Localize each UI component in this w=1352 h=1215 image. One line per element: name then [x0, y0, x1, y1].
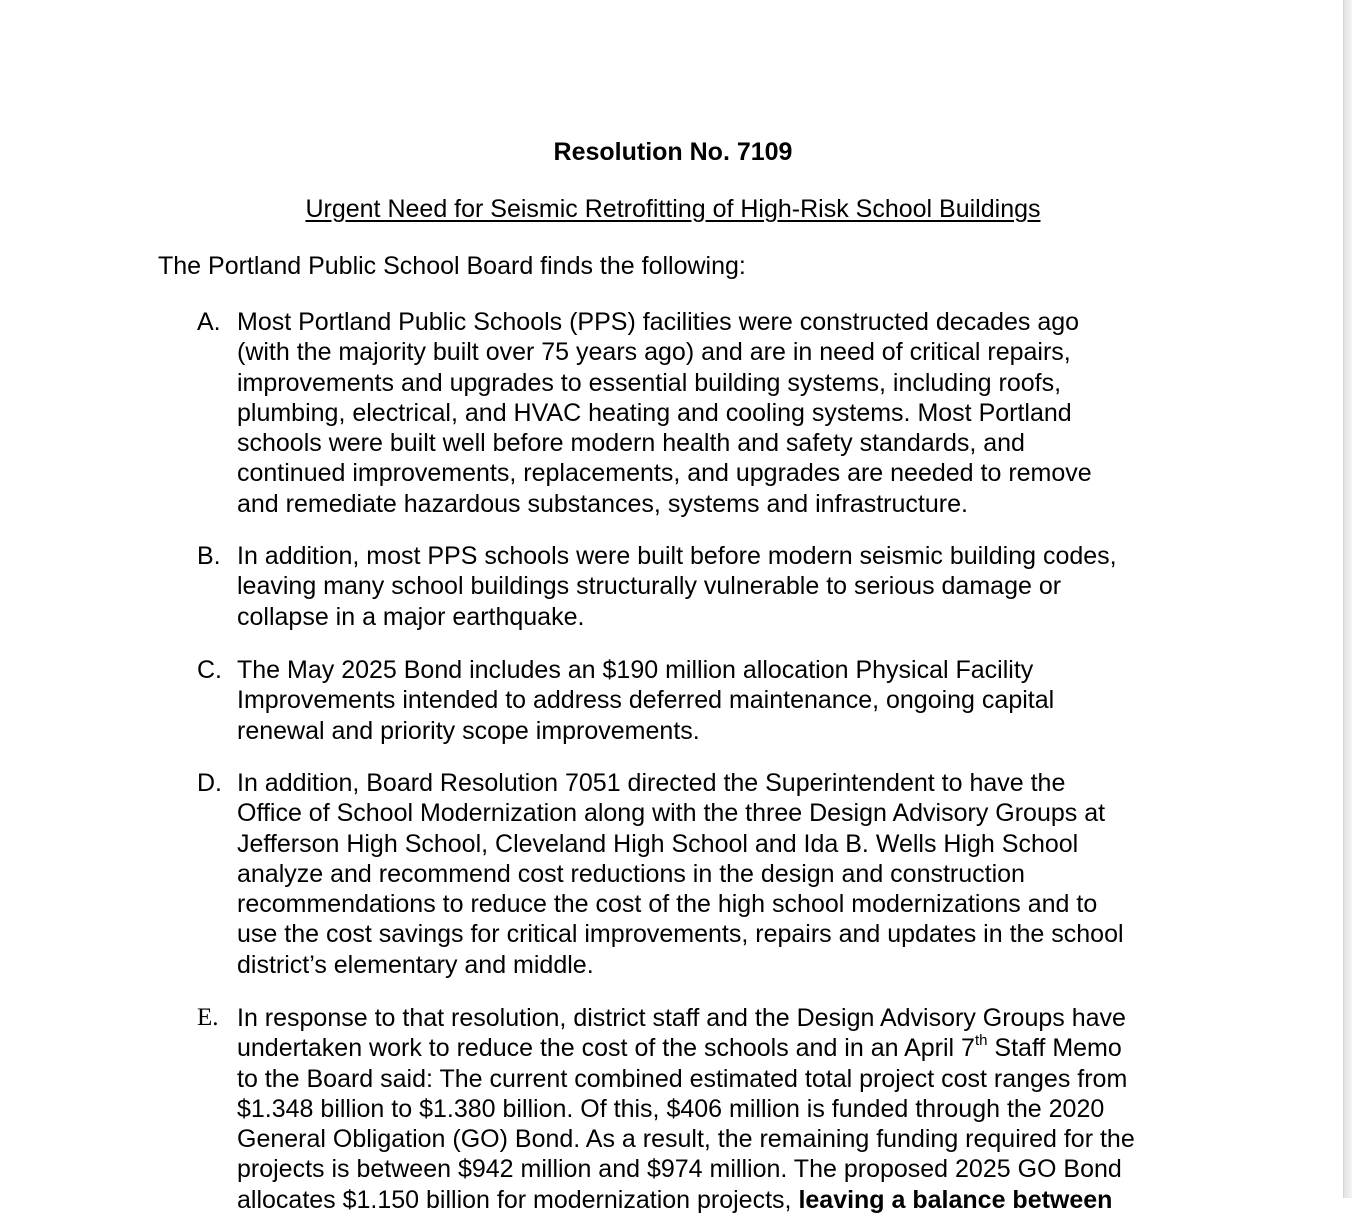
text-line: In response to that resolution, district staff and the Design Advisory Groups have — [237, 1004, 1126, 1032]
intro-paragraph: The Portland Public School Board finds the following: — [158, 252, 746, 280]
list-item-d — [197, 768, 1197, 980]
list-item-text: Most Portland Public Schools (PPS) facilities were constructed decades ago (with the majority built over 75 years ago) and are in need of critical repairs, improvements and upgrades to essential building systems, including roofs, plumbing, electrical, and HVAC heating and cooling systems. Most Portland schools were built well before modern health and safety standards, and continued improvements, replacements, and upgrades are needed to remove and remediate hazardous substances, systems and infrastructure. — [237, 308, 1092, 518]
text-body: to the Board said: The current combined estimated total project cost ranges from $1.348 billion to $1.380 billion. Of this, $406 million is funded through the 2020 General Obligation (GO) Bond. As a result, the remaining funding required for the projects is between $942 million and $974 million. The proposed 2025 GO Bond allocates $1.150 billion for modernization projects, — [237, 1064, 1135, 1214]
list-letter: E. — [197, 1004, 219, 1031]
list-letter: C. — [197, 656, 222, 684]
text-line: undertaken work to reduce the cost of the schools and in an April 7 — [237, 1034, 975, 1063]
list-item-c — [197, 655, 1197, 746]
list-item-b — [197, 541, 1197, 632]
list-item-text: In addition, most PPS schools were built before modern seismic building codes, leaving many school buildings structurally vulnerable to serious damage or collapse in a major earthquake. — [237, 542, 1117, 631]
list-item-a — [197, 307, 1197, 519]
list-item-text: The May 2025 Bond includes an $190 million allocation Physical Facility Improvements intended to address deferred maintenance, ongoing capital renewal and priority scope improvements. — [237, 656, 1055, 745]
list-letter: A. — [197, 308, 221, 336]
list-letter: D. — [197, 769, 222, 797]
list-item-e — [197, 1003, 1197, 1215]
page-edge-shadow — [1343, 0, 1352, 1198]
list-item-text: In addition, Board Resolution 7051 directed the Superintendent to have the Office of School Modernization along with the three Design Advisory Groups at Jefferson High School, Cleveland High School and Ida B. Wells High School analyze and recommend cost reductions in the design and construction recommendations to reduce the cost of the high school modernizations and to use the cost savings for critical improvements, repairs and updates in the school district’s elementary and middle. — [237, 769, 1124, 979]
resolution-title: Resolution No. 7109 — [553, 138, 793, 166]
resolution-subtitle: Urgent Need for Seismic Retrofitting of High-Risk School Buildings — [305, 195, 1041, 223]
bold-text: leaving a balance between — [798, 1185, 1113, 1214]
text-line: Staff Memo — [987, 1034, 1122, 1063]
list-letter: B. — [197, 542, 221, 570]
list-item-text — [237, 1003, 1197, 1215]
ordinal-suffix: th — [974, 1031, 988, 1049]
